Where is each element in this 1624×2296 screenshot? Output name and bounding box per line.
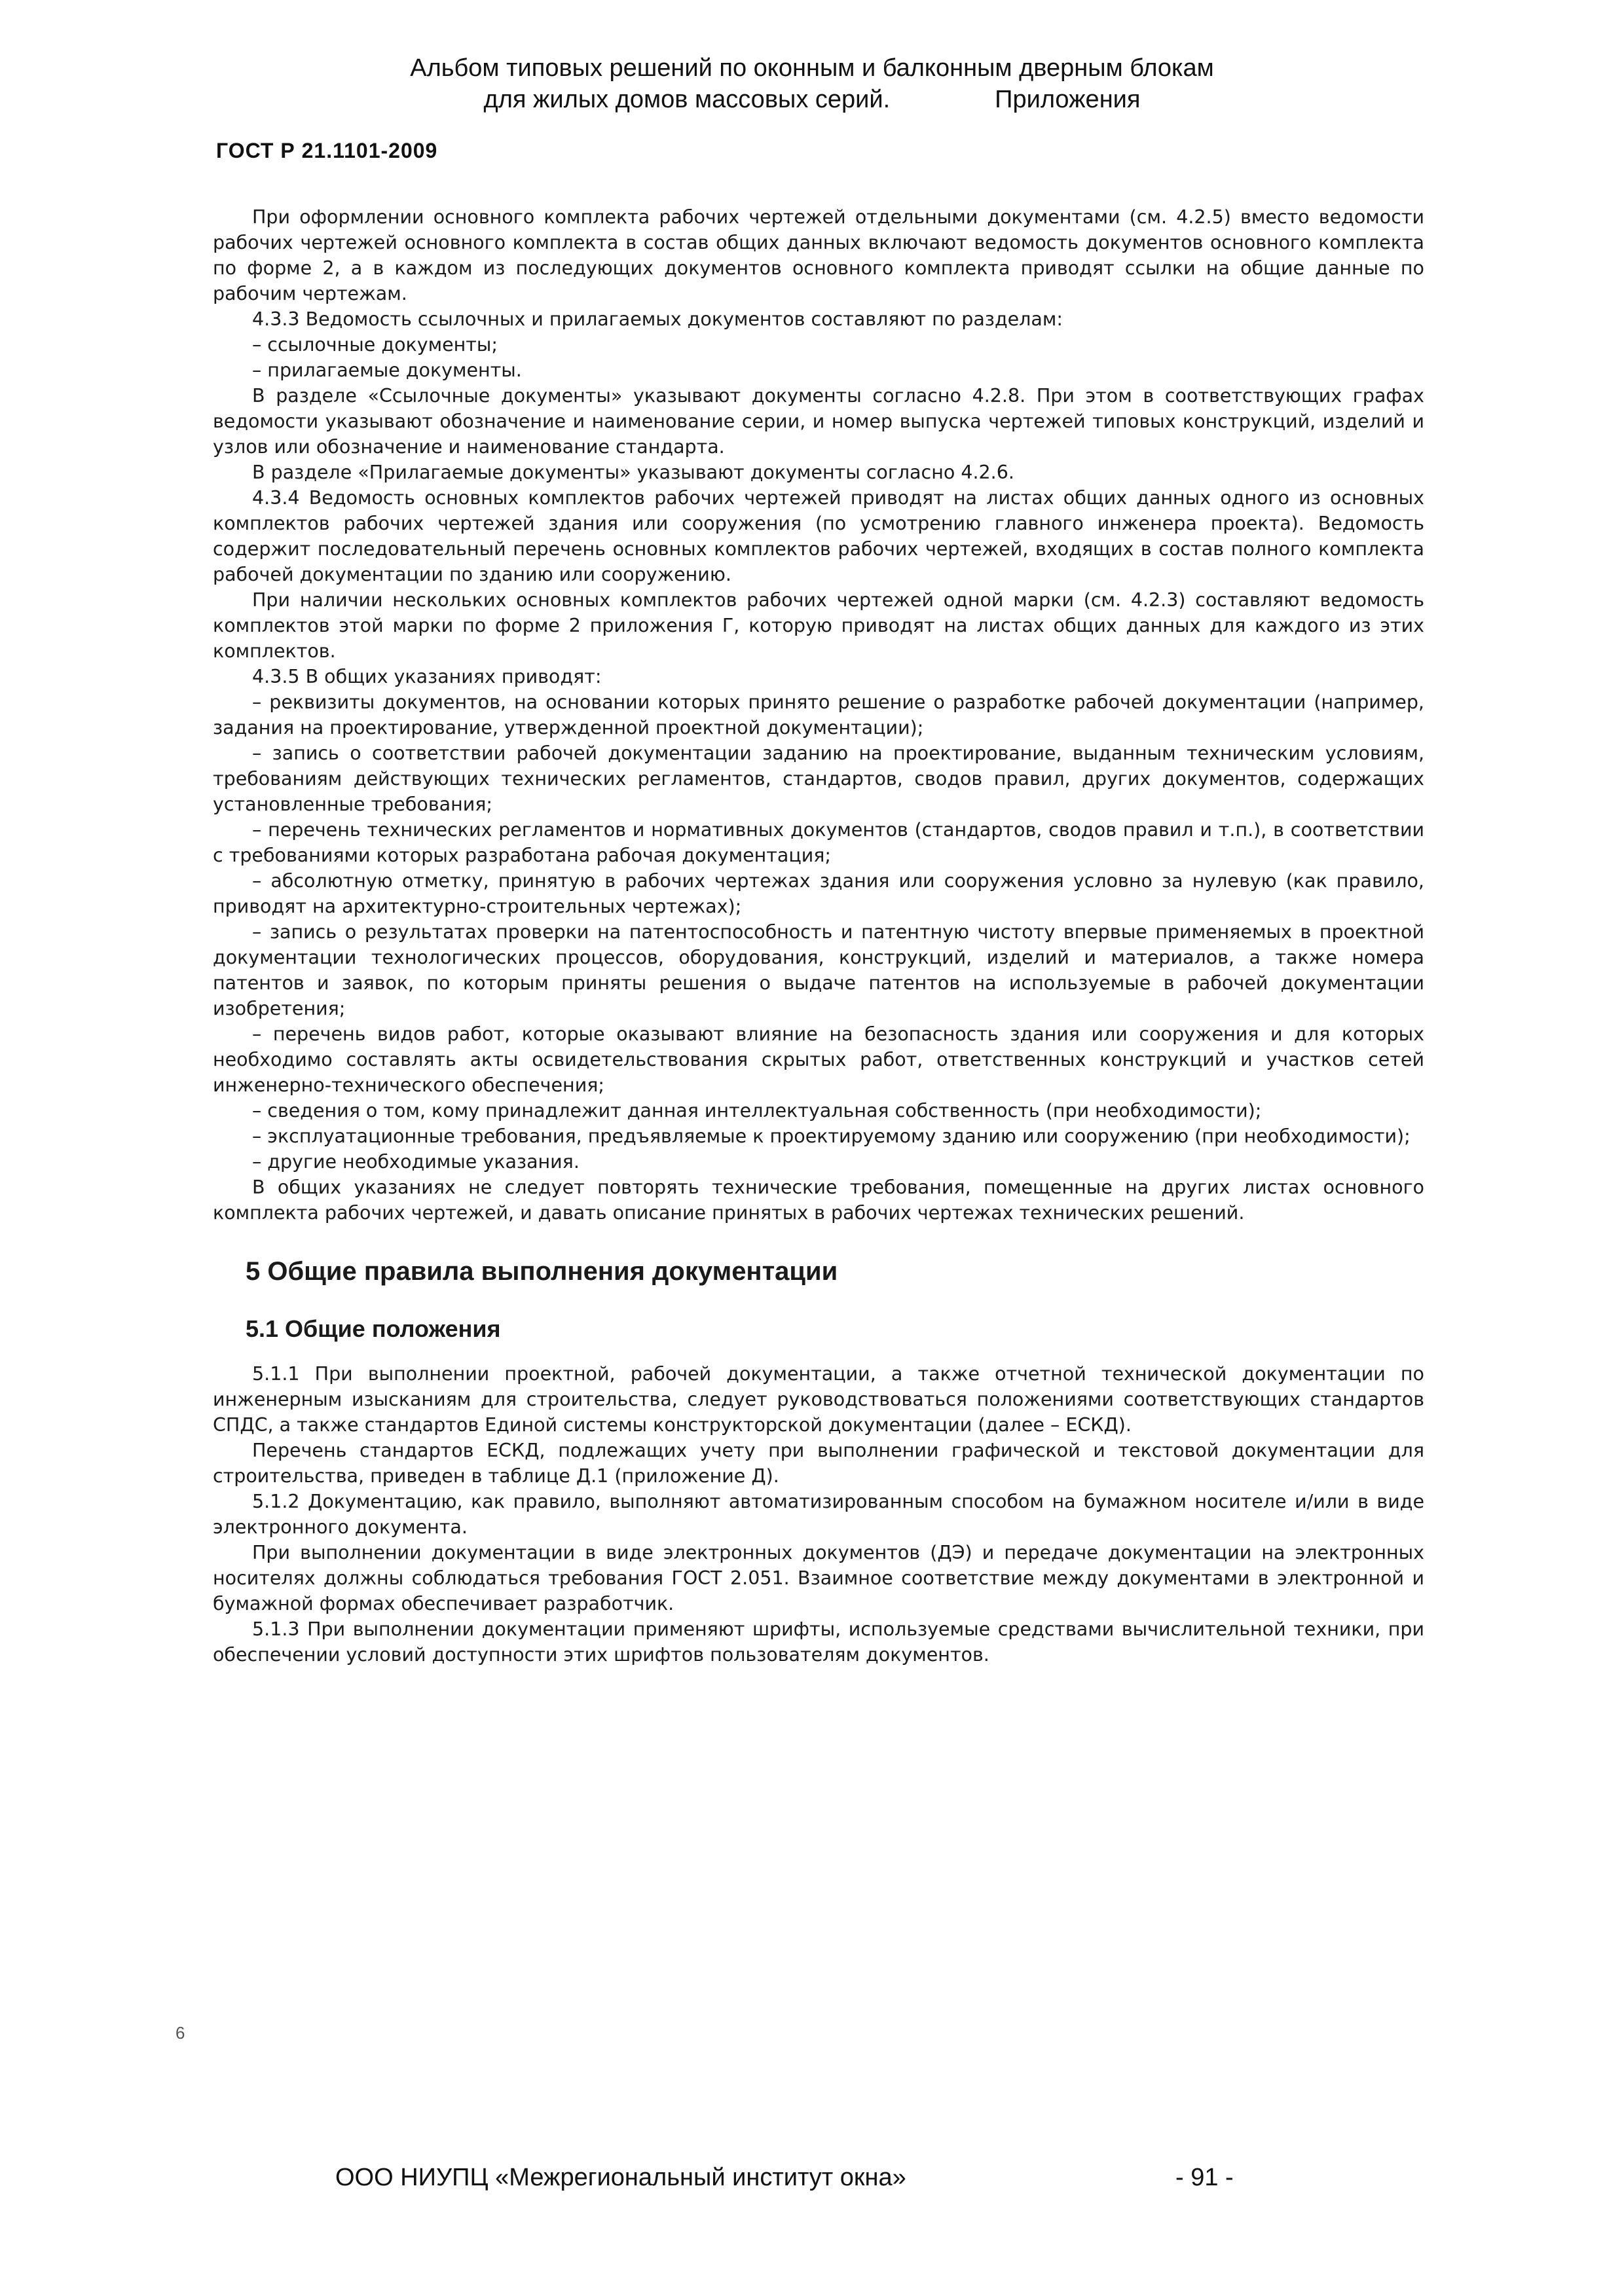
list-item: – прилагаемые документы. <box>252 359 522 381</box>
paragraph: В общих указаниях не следует повторять технические требования, помещенные на других листах основного комплекта рабочих чертежей, и давать описание принятых в рабочих чертежах технических решений. <box>213 1176 1424 1224</box>
album-header <box>0 52 1624 115</box>
paragraph: 5.1.1 При выполнении проектной, рабочей документации, а также отчетной технической документации по инженерным изысканиям для строительства, следует руководствоваться положениями соответствующих стандартов СПДС, а также стандартов Единой системы конструкторской документации (далее – ЕСКД). <box>213 1363 1424 1436</box>
list-item: – абсолютную отметку, принятую в рабочих чертежах здания или сооружения условно за нулевую (как правило, приводят на архитектурно-строительных чертежах); <box>213 870 1424 917</box>
section-heading: 5 Общие правила выполнения документации <box>246 1257 838 1286</box>
footer-organization: ООО НИУПЦ «Межрегиональный институт окна» <box>335 2164 906 2191</box>
album-title-line2-text: для жилых домов массовых серий. <box>483 86 891 113</box>
standard-code: ГОСТ Р 21.1101-2009 <box>216 139 438 162</box>
paragraph: 4.3.3 Ведомость ссылочных и прилагаемых документов составляют по разделам: <box>252 308 1063 330</box>
appendix-label: Приложения <box>995 86 1141 113</box>
list-item: – сведения о том, кому принадлежит данная интеллектуальная собственность (при необходимости); <box>252 1100 1262 1121</box>
list-item: – перечень технических регламентов и нормативных документов (стандартов, сводов правил и т.п.), в соответствии с требованиями которых разработана рабочая документация; <box>213 819 1424 866</box>
subsection-heading: 5.1 Общие положения <box>246 1315 501 1342</box>
paragraph: В разделе «Ссылочные документы» указывают документы согласно 4.2.8. При этом в соответствующих графах ведомости указывают обозначение и наименование серии, и номер выпуска чертежей типовых конструкций, изделий и узлов или обозначение и наименование стандарта. <box>213 385 1424 458</box>
paragraph: При оформлении основного комплекта рабочих чертежей отдельными документами (см. 4.2.5) вместо ведомости рабочих чертежей основного комплекта в состав общих данных включают ведомость документов основного комплекта по форме 2, а в каждом из последующих документов основного комплекта приводят ссылки на общие данные по рабочим чертежам. <box>213 206 1424 304</box>
paragraph: 5.1.3 При выполнении документации применяют шрифты, используемые средствами вычислительной техники, при обеспечении условий доступности этих шрифтов пользователям документов. <box>213 1618 1424 1666</box>
album-title-line1: Альбом типовых решений по оконным и балконным дверным блокам <box>410 54 1214 82</box>
paragraph: В разделе «Прилагаемые документы» указывают документы согласно 4.2.6. <box>252 462 1014 483</box>
paragraph: Перечень стандартов ЕСКД, подлежащих учету при выполнении графической и текстовой документации для строительства, приведен в таблице Д.1 (приложение Д). <box>213 1440 1424 1487</box>
footer-page-number: - 91 - <box>1175 2164 1234 2191</box>
list-item: – другие необходимые указания. <box>252 1151 580 1173</box>
list-item: – перечень видов работ, которые оказывают влияние на безопасность здания или сооружения и для которых необходимо составлять акты освидетельствования скрытых работ, ответственных конструкций и участков сетей инженерно-технического обеспечения; <box>213 1023 1424 1096</box>
list-item: – запись о соответствии рабочей документации заданию на проектирование, выданным техническим условиям, требованиям действующих технических регламентов, стандартов, сводов правил, других документов, содержащих установленные требования; <box>213 742 1424 815</box>
paragraph: 4.3.4 Ведомость основных комплектов рабочих чертежей приводят на листах общих данных одного из основных комплектов рабочих чертежей здания или сооружения (по усмотрению главного инженера проекта). Ведомость содержит последовательный перечень основных комплектов рабочих чертежей, входящих в состав полного комплекта рабочей документации по зданию или сооружению. <box>213 487 1424 585</box>
list-item: – запись о результатах проверки на патентоспособность и патентную чистоту впервые применяемых в проектной документации технологических процессов, оборудования, конструкций, изделий и материалов, а также номера патентов и заявок, по которым приняты решения о выдаче патентов на используемые в рабочей документации изобретения; <box>213 921 1424 1019</box>
document-body <box>213 204 1424 1667</box>
list-item: – эксплуатационные требования, предъявляемые к проектируемому зданию или сооружению (при необходимости); <box>252 1125 1411 1147</box>
inner-page-number: 6 <box>175 2023 185 2043</box>
list-item: – реквизиты документов, на основании которых принято решение о разработке рабочей документации (например, задания на проектирование, утвержденной проектной документации); <box>213 691 1424 738</box>
album-title-line2 <box>0 84 1624 115</box>
paragraph: При выполнении документации в виде электронных документов (ДЭ) и передаче документации на электронных носителях должны соблюдаться требования ГОСТ 2.051. Взаимное соответствие между документами в электронной и бумажной формах обеспечивает разработчик. <box>213 1542 1424 1614</box>
paragraph: 5.1.2 Документацию, как правило, выполняют автоматизированным способом на бумажном носителе и/или в виде электронного документа. <box>213 1491 1424 1538</box>
paragraph: При наличии нескольких основных комплектов рабочих чертежей одной марки (см. 4.2.3) составляют ведомость комплектов этой марки по форме 2 приложения Г, которую приводят на листах общих данных для каждого из этих комплектов. <box>213 589 1424 662</box>
paragraph: 4.3.5 В общих указаниях приводят: <box>252 666 602 687</box>
list-item: – ссылочные документы; <box>252 334 498 355</box>
